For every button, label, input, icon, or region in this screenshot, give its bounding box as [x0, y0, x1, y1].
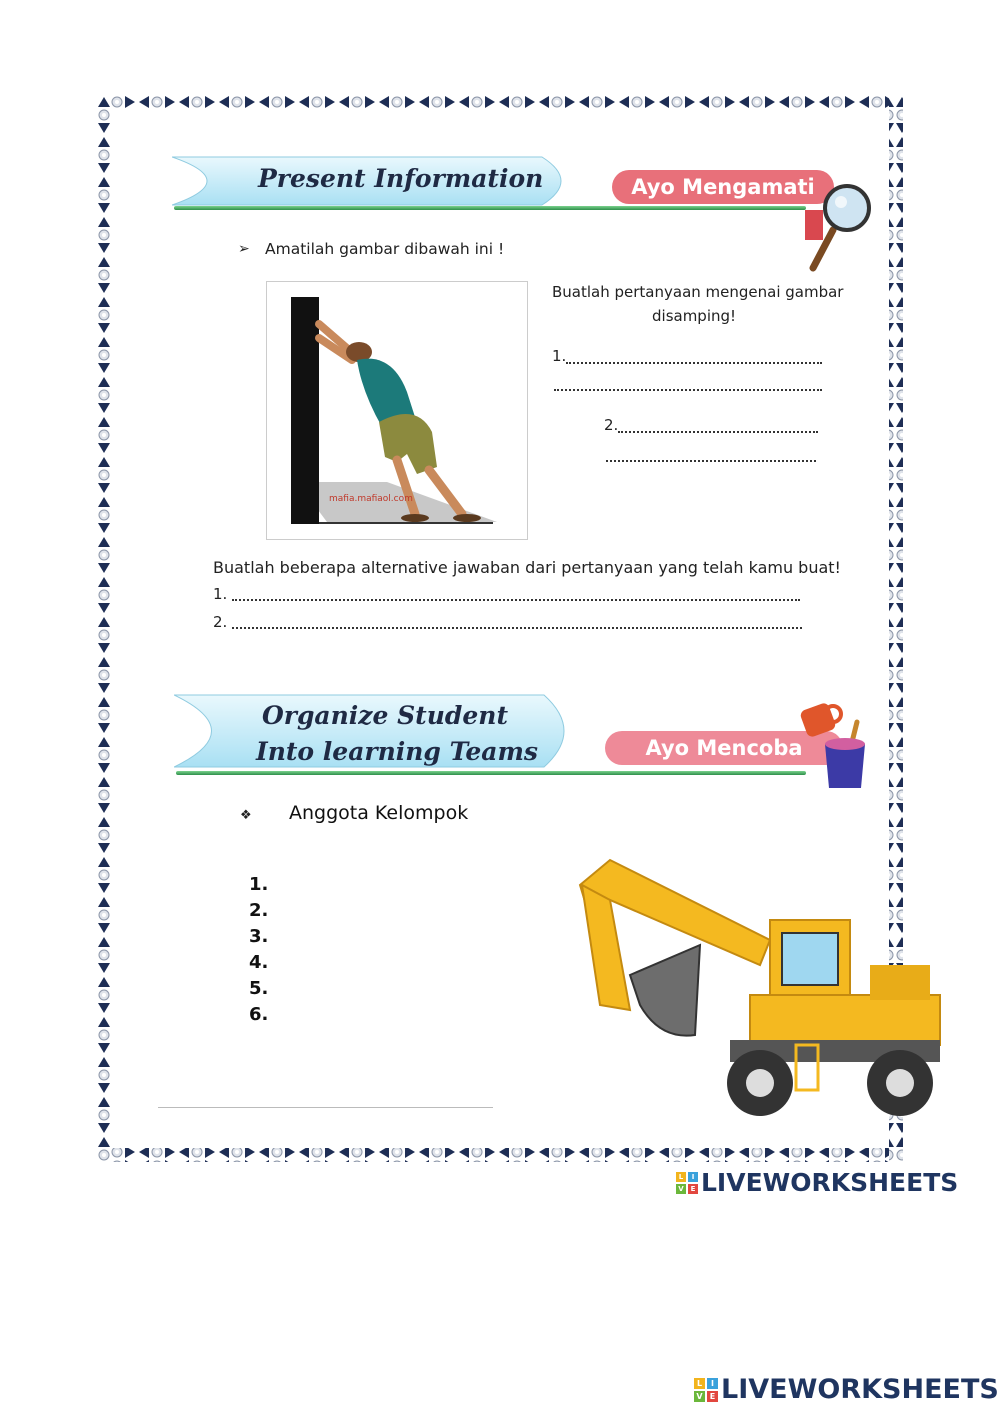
question-prompt-line2: disamping! [652, 307, 737, 325]
member-item[interactable]: 2. [249, 900, 269, 921]
man-pushing-wall-image [266, 281, 528, 540]
member-item[interactable]: 6. [249, 1004, 269, 1025]
member-item[interactable]: 1. [249, 874, 269, 895]
paint-bucket-icon [797, 692, 873, 794]
liveworksheets-logo-footer [694, 1374, 999, 1405]
section-banner-organize-student [174, 693, 584, 769]
answer-prompt: Buatlah beberapa alternative jawaban dari pertanyaan yang telah kamu buat! [213, 558, 841, 577]
ayo-mengamati-badge: Ayo Mengamati [612, 170, 834, 204]
answer-1-number: 1. [213, 585, 228, 603]
magnifier-icon [803, 180, 875, 272]
liveworksheets-logo-inner [676, 1168, 958, 1197]
group-heading: Anggota Kelompok [289, 802, 469, 824]
member-item[interactable]: 5. [249, 978, 269, 999]
instruction-text: Amatilah gambar dibawah ini ! [265, 240, 505, 258]
excavator-illustration [570, 855, 945, 1120]
banner-title-line1: Organize Student [262, 701, 508, 730]
answer-1-line[interactable] [232, 599, 800, 601]
question-2-answer-line[interactable] [618, 431, 818, 433]
answer-2-number: 2. [213, 613, 228, 631]
liveworksheets-logo-text: LIVEWORKSHEETS [701, 1168, 959, 1197]
question-2-answer-line-continued[interactable] [606, 460, 816, 462]
question-1-number: 1. [552, 347, 567, 365]
divider-line [176, 771, 806, 775]
footer-divider [158, 1107, 493, 1108]
divider-line [174, 206, 806, 210]
answer-2-line[interactable] [232, 627, 802, 629]
member-list [249, 872, 268, 1028]
liveworksheets-logo-text: LIVEWORKSHEETS [721, 1374, 999, 1405]
member-item[interactable]: 3. [249, 926, 269, 947]
ayo-mencoba-badge: Ayo Mencoba [605, 731, 843, 765]
banner-title: Present Information [258, 164, 544, 193]
question-prompt-line1: Buatlah pertanyaan mengenai gambar [552, 283, 844, 301]
instruction-bullet-arrow-icon: ➢ [238, 241, 250, 257]
diamond-bullet-icon: ❖ [240, 808, 252, 823]
member-item[interactable]: 4. [249, 952, 269, 973]
image-caption: mafia.mafiaol.com [329, 494, 413, 504]
question-2-number: 2. [604, 416, 619, 434]
banner-title-line2: Into learning Teams [256, 737, 538, 766]
liveworksheets-logo-icon: L I V E [676, 1172, 698, 1194]
question-1-answer-line[interactable] [566, 362, 822, 364]
section-banner-present-information [172, 155, 582, 207]
liveworksheets-logo-icon: L I V E [694, 1378, 718, 1402]
question-1-answer-line-continued[interactable] [554, 389, 822, 391]
